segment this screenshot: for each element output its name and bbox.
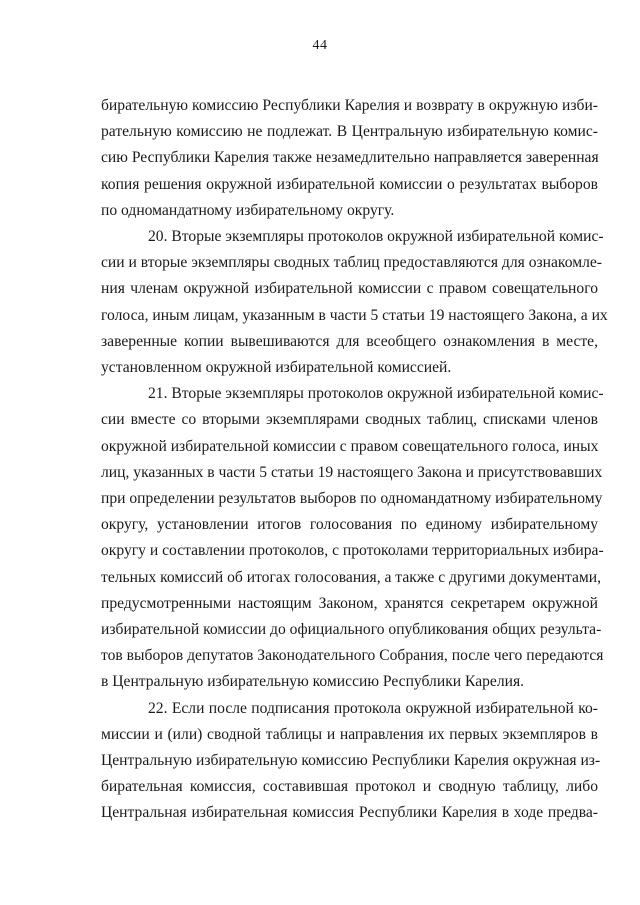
text-line: сии и вторые экземпляры сводных таблиц предоставляются для ознакомле- [101, 254, 602, 272]
text-line: Центральную избирательную комиссию Республики Карелия окружная из- [101, 752, 601, 770]
text-line: округу и составлении протоколов, с протоколами территориальных избира- [101, 542, 604, 560]
text-line: 20. Вторые экземпляры протоколов окружной избирательной комис- [148, 228, 604, 246]
document-body [101, 93, 608, 827]
paragraph-p22 [101, 696, 601, 827]
text-line: округу, установлении итогов голосования по единому избирательному [101, 516, 598, 534]
text-line: установленном окружной избирательной комиссией. [101, 359, 452, 377]
text-line: лиц, указанных в части 5 статьи 19 настоящего Закона и присутствовавших [101, 463, 603, 481]
text-line: миссии и (или) сводной таблицы и направления их первых экземпляров в [101, 725, 598, 743]
text-line: предусмотренными настоящим Законом, хранятся секретарем окружной [101, 594, 598, 612]
text-line: рательную комиссию не подлежат. В Центральную избирательную комис- [101, 123, 598, 141]
text-line: заверенные копии вывешиваются для всеобщего ознакомления в месте, [101, 332, 598, 350]
text-line: в Центральную избирательную комиссию Республики Карелия. [101, 673, 525, 691]
text-line: по одномандатному избирательному округу. [101, 201, 395, 219]
paragraph-p20 [101, 224, 608, 381]
text-line: бирательная комиссия, составившая протокол и сводную таблицу, либо [101, 778, 598, 796]
page-number: 44 [312, 38, 328, 53]
paragraph-p-cont [101, 93, 598, 224]
text-line: при определении результатов выборов по одномандатному избирательному [101, 490, 603, 508]
text-line: ния членам окружной избирательной комиссии с правом совещательного [101, 280, 598, 298]
text-line: копия решения окружной избирательной комиссии о результатах выборов [101, 175, 598, 193]
text-line: сии вместе со вторыми экземплярами сводных таблиц, списками членов [101, 411, 598, 429]
text-line: 22. Если после подписания протокола окружной избирательной ко- [148, 699, 598, 717]
text-line: Центральная избирательная комиссия Республики Карелия в ходе предва- [101, 804, 598, 822]
text-line: сию Республики Карелия также незамедлительно направляется заверенная [101, 149, 599, 167]
text-line: голоса, иным лицам, указанным в части 5 статьи 19 настоящего Закона, а их [101, 306, 608, 324]
text-line: избирательной комиссии до официального опубликования общих результа- [101, 621, 602, 639]
text-line: бирательную комиссию Республики Карелия и возврату в окружную изби- [101, 97, 598, 114]
text-line: тельных комиссий об итогах голосования, а также с другими документами, [101, 568, 602, 586]
text-line: окружной избирательной комиссии с правом совещательного голоса, иных [101, 437, 599, 455]
text-line: тов выборов депутатов Законодательного Собрания, после чего передаются [101, 647, 604, 665]
text-line: 21. Вторые экземпляры протоколов окружной избирательной комис- [148, 385, 604, 403]
paragraph-p21 [101, 381, 604, 695]
